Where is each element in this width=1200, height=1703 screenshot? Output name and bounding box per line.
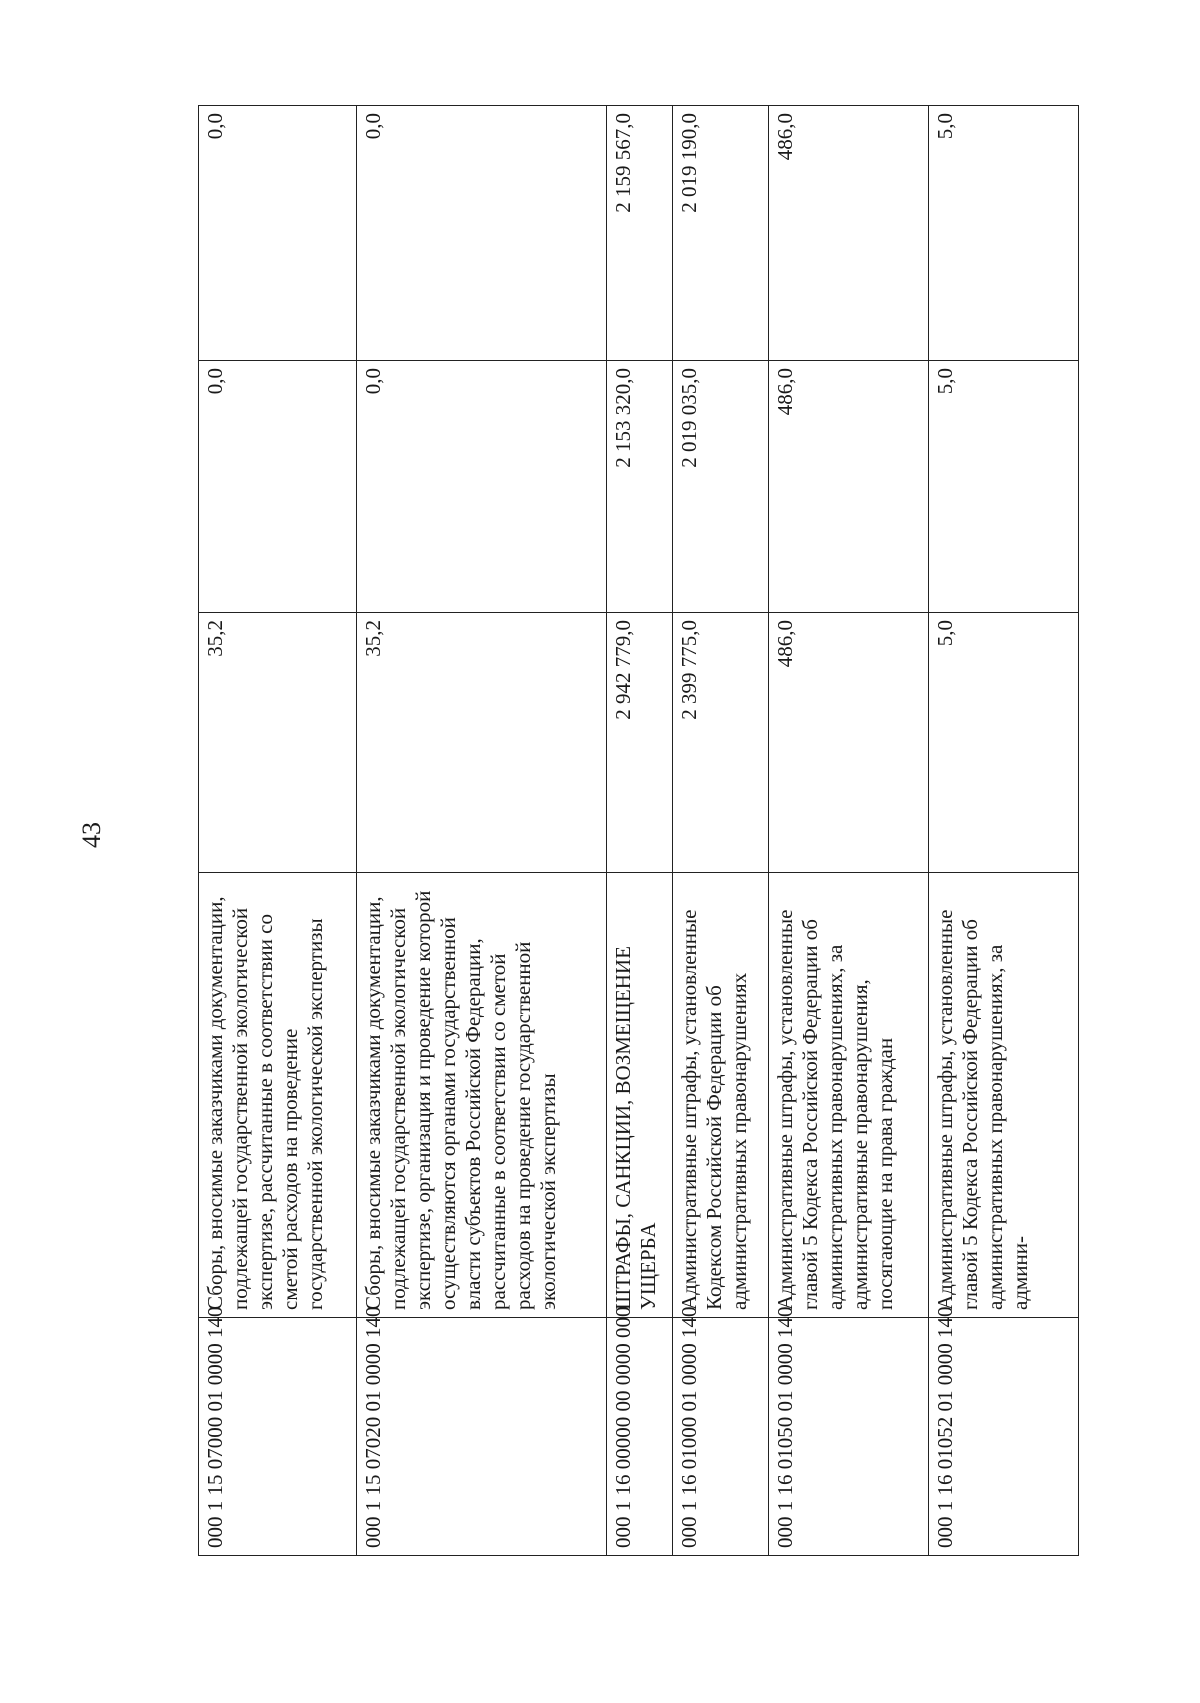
row-value-2: 2 153 320,0 xyxy=(607,361,673,613)
budget-table-rotated xyxy=(198,106,1078,1556)
page-number: 43 xyxy=(77,822,106,848)
row-value-3: 486,0 xyxy=(769,106,929,361)
row-code: 000 1 15 07020 01 0000 140 xyxy=(357,1318,607,1556)
row-value-3: 0,0 xyxy=(357,106,607,361)
table-row xyxy=(769,106,929,1556)
table-row xyxy=(357,106,607,1556)
row-code: 000 1 16 00000 00 0000 000 xyxy=(607,1318,673,1556)
row-code: 000 1 15 07000 01 0000 140 xyxy=(199,1318,357,1556)
table-row xyxy=(607,106,673,1556)
row-value-2: 0,0 xyxy=(357,361,607,613)
table-row xyxy=(199,106,357,1556)
row-description: Административные штрафы, установленные главой 5 Кодекса Российской Федерации об административных правонарушениях, за административные правонарушения, посягающие на права граждан xyxy=(769,873,929,1318)
row-description: Сборы, вносимые заказчиками документации, подлежащей государственной экологической экспертизе, организация и проведение которой осуществляются органами государственной власти субъектов Российской Федерации, рассчитанные в соответствии со сметой расходов на проведение государственной экологической экспертизы xyxy=(357,873,607,1318)
row-value-1: 2 942 779,0 xyxy=(607,613,673,873)
row-code: 000 1 16 01052 01 0000 140 xyxy=(929,1318,1079,1556)
row-description: Административные штрафы, установленные Кодексом Российской Федерации об административных правонарушениях xyxy=(673,873,769,1318)
row-value-1: 2 399 775,0 xyxy=(673,613,769,873)
budget-table xyxy=(198,105,1079,1556)
row-value-2: 2 019 035,0 xyxy=(673,361,769,613)
row-value-3: 2 159 567,0 xyxy=(607,106,673,361)
budget-table-wrapper xyxy=(198,106,1078,1556)
row-description: ШТРАФЫ, САНКЦИИ, ВОЗМЕЩЕНИЕ УЩЕРБА xyxy=(607,873,673,1318)
row-description: Административные штрафы, установленные главой 5 Кодекса Российской Федерации об административных правонарушениях, за админи- xyxy=(929,873,1079,1318)
row-value-2: 5,0 xyxy=(929,361,1079,613)
row-value-3: 0,0 xyxy=(199,106,357,361)
row-description: Сборы, вносимые заказчиками документации, подлежащей государственной экологической экспертизе, рассчитанные в соответствии со сметой расходов на проведение государственной экологической экспертизы xyxy=(199,873,357,1318)
row-value-1: 5,0 xyxy=(929,613,1079,873)
row-value-3: 2 019 190,0 xyxy=(673,106,769,361)
row-code: 000 1 16 01050 01 0000 140 xyxy=(769,1318,929,1556)
row-value-1: 35,2 xyxy=(199,613,357,873)
table-row xyxy=(673,106,769,1556)
row-value-3: 5,0 xyxy=(929,106,1079,361)
table-row xyxy=(929,106,1079,1556)
row-value-1: 35,2 xyxy=(357,613,607,873)
row-value-1: 486,0 xyxy=(769,613,929,873)
row-code: 000 1 16 01000 01 0000 140 xyxy=(673,1318,769,1556)
row-value-2: 486,0 xyxy=(769,361,929,613)
row-value-2: 0,0 xyxy=(199,361,357,613)
